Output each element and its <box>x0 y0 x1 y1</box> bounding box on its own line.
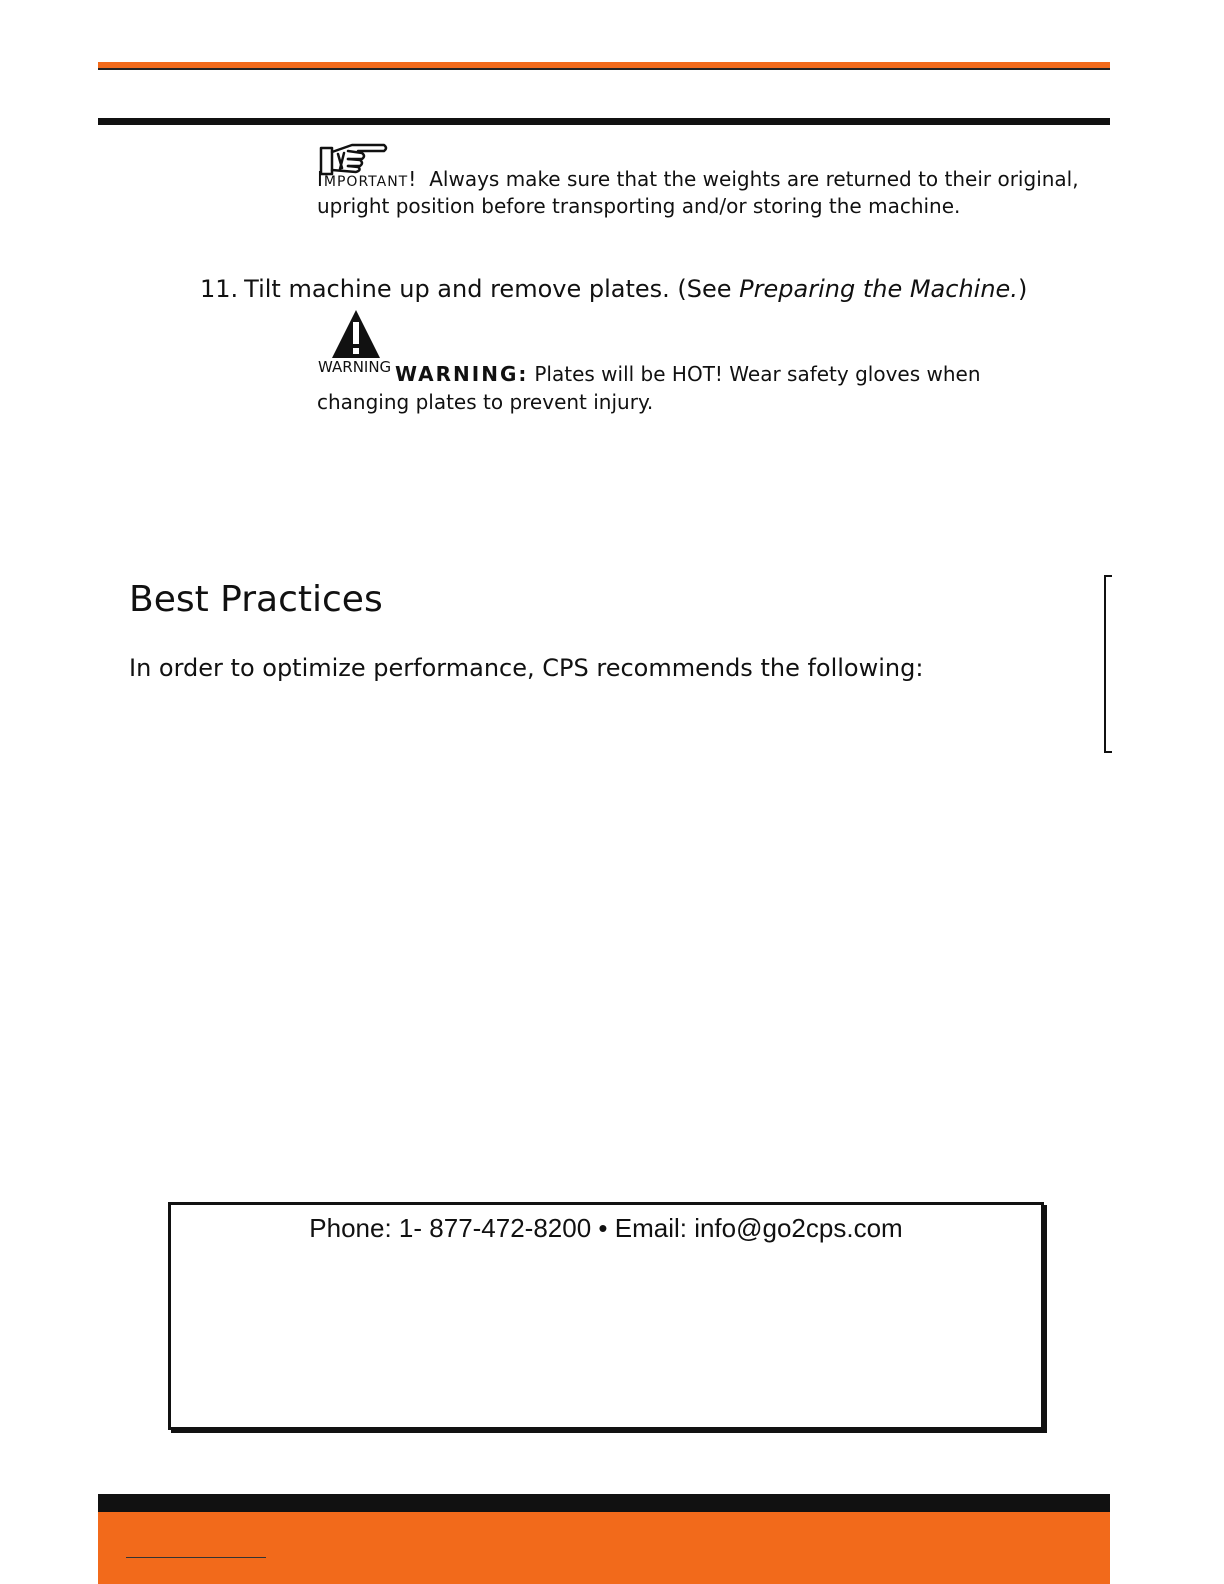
step-number: 11. <box>200 275 239 303</box>
important-label: Important! <box>317 167 418 191</box>
important-text: Always make sure that the weights are returned to their original, upright position before transporting and/or storing the machine. <box>317 167 1079 218</box>
warning-note <box>317 360 1077 416</box>
footer-orange-band <box>98 1512 1110 1584</box>
contact-line: Phone: 1- 877-472-8200 • Email: info@go2cps.com <box>309 1213 903 1243</box>
section-intro: In order to optimize performance, CPS recommends the following: <box>129 654 924 682</box>
header-black-rule <box>98 118 1110 125</box>
section-title: Best Practices <box>129 579 383 620</box>
header-orange-rule-underline <box>98 68 1110 70</box>
warning-triangle-icon <box>330 308 382 360</box>
warning-label: WARNING: <box>395 362 529 386</box>
step-text-end: ) <box>1017 275 1028 303</box>
important-note <box>317 166 1097 220</box>
warning-icon-caption: WARNING <box>318 358 392 376</box>
warning-text: Plates will be HOT! Wear safety gloves when changing plates to prevent injury. <box>317 362 981 414</box>
footer-link-underline <box>126 1557 266 1558</box>
footer-black-band <box>98 1494 1110 1512</box>
margin-bracket <box>1104 575 1112 753</box>
contact-box <box>168 1202 1044 1430</box>
step-text: Tilt machine up and remove plates. (See <box>244 275 740 303</box>
step-reference: Preparing the Machine. <box>739 275 1018 303</box>
step-11 <box>200 273 1100 305</box>
